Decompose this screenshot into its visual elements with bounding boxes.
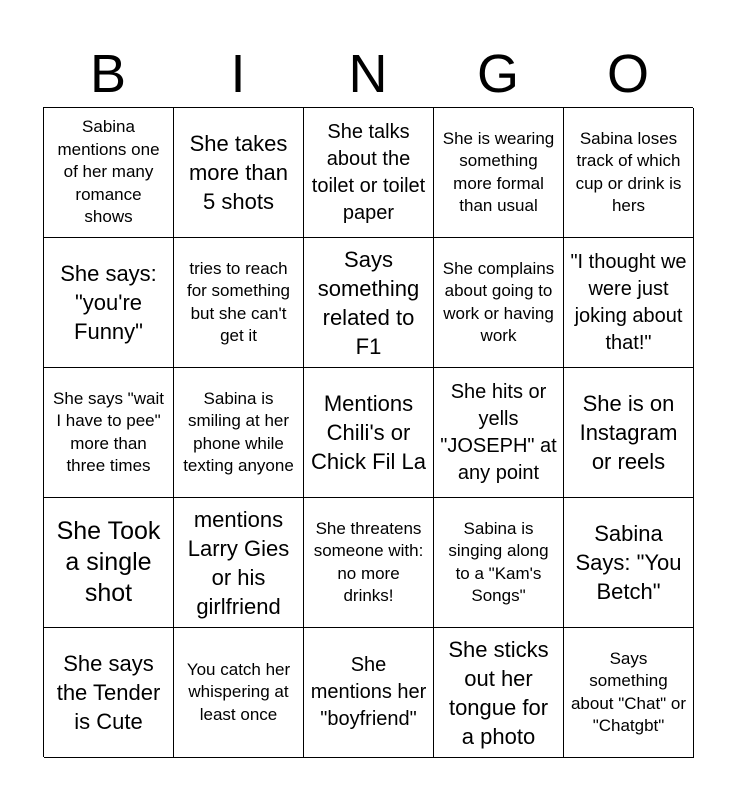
cell-text: Sabina Says: "You Betch" — [575, 521, 682, 604]
cell-text: Sabina is smiling at her phone while texting anyone — [183, 388, 294, 475]
bingo-cell-r3c5[interactable] — [564, 368, 694, 498]
bingo-cell-r5c4[interactable] — [434, 628, 564, 758]
header-letter-n: N — [348, 44, 388, 104]
bingo-grid — [43, 107, 693, 757]
cell-text: She talks about the toilet or toilet paper — [311, 120, 426, 224]
cell-text: "I thought we were just joking about that!" — [570, 250, 687, 354]
bingo-cell-r1c5[interactable] — [564, 108, 694, 238]
bingo-cell-r4c3[interactable] — [304, 498, 434, 628]
header-letter-g: G — [476, 44, 519, 104]
cell-text: She complains about going to work or having work — [442, 258, 555, 345]
bingo-cell-r2c4[interactable] — [434, 238, 564, 368]
bingo-cell-r1c4[interactable] — [434, 108, 564, 238]
cell-text: She mentions her "boyfriend" — [310, 654, 427, 730]
cell-text: She says the Tender is Cute — [56, 651, 161, 734]
cell-text: She is wearing something more formal than usual — [442, 128, 555, 215]
bingo-cell-r3c3[interactable] — [304, 368, 434, 498]
bingo-cell-r4c2[interactable] — [174, 498, 304, 628]
bingo-cell-r3c2[interactable] — [174, 368, 304, 498]
cell-text: She is on Instagram or reels — [579, 391, 678, 474]
bingo-cell-r4c4[interactable] — [434, 498, 564, 628]
bingo-cell-r4c1[interactable] — [44, 498, 174, 628]
cell-text: She Took a single shot — [56, 517, 161, 607]
bingo-cell-r3c1[interactable] — [44, 368, 174, 498]
cell-text: Sabina loses track of which cup or drink is hers — [575, 128, 682, 215]
cell-text: tries to reach for something but she can't get it — [187, 258, 290, 345]
bingo-cell-r5c3[interactable] — [304, 628, 434, 758]
bingo-cell-r3c4[interactable] — [434, 368, 564, 498]
cell-text: She says: "you're Funny" — [60, 261, 157, 344]
cell-text: She hits or yells "JOSEPH" at any point — [440, 380, 557, 484]
bingo-cell-r2c1[interactable] — [44, 238, 174, 368]
cell-text: You catch her whispering at least once — [186, 659, 291, 724]
cell-text: Mentions Chili's or Chick Fil La — [311, 391, 426, 474]
bingo-cell-r2c5[interactable] — [564, 238, 694, 368]
bingo-cell-r2c3[interactable] — [304, 238, 434, 368]
header-letter-o: O — [606, 44, 649, 104]
header-letter-i: I — [230, 44, 246, 104]
bingo-cell-r2c2[interactable] — [174, 238, 304, 368]
bingo-cell-r1c2[interactable] — [174, 108, 304, 238]
bingo-cell-r1c3[interactable] — [304, 108, 434, 238]
bingo-header — [43, 40, 693, 108]
bingo-cell-r5c1[interactable] — [44, 628, 174, 758]
cell-text: She says "wait I have to pee" more than three times — [53, 388, 164, 475]
cell-text: She threatens someone with: no more drinks! — [313, 518, 424, 605]
cell-text: mentions Larry Gies or his girlfriend — [187, 506, 290, 619]
cell-text: She sticks out her tongue for a photo — [448, 636, 549, 749]
bingo-cell-r5c2[interactable] — [174, 628, 304, 758]
bingo-cell-r1c1[interactable] — [44, 108, 174, 238]
bingo-cell-r4c5[interactable] — [564, 498, 694, 628]
cell-text: Says something about "Chat" or "Chatgbt" — [570, 648, 687, 735]
cell-text: She takes more than 5 shots — [188, 131, 289, 214]
header-letter-b: B — [89, 44, 127, 104]
cell-text: Sabina mentions one of her many romance shows — [57, 117, 160, 227]
bingo-cell-r5c5[interactable] — [564, 628, 694, 758]
cell-text: Sabina is singing along to a "Kam's Songs" — [448, 518, 549, 605]
cell-text: Says something related to F1 — [317, 246, 420, 359]
